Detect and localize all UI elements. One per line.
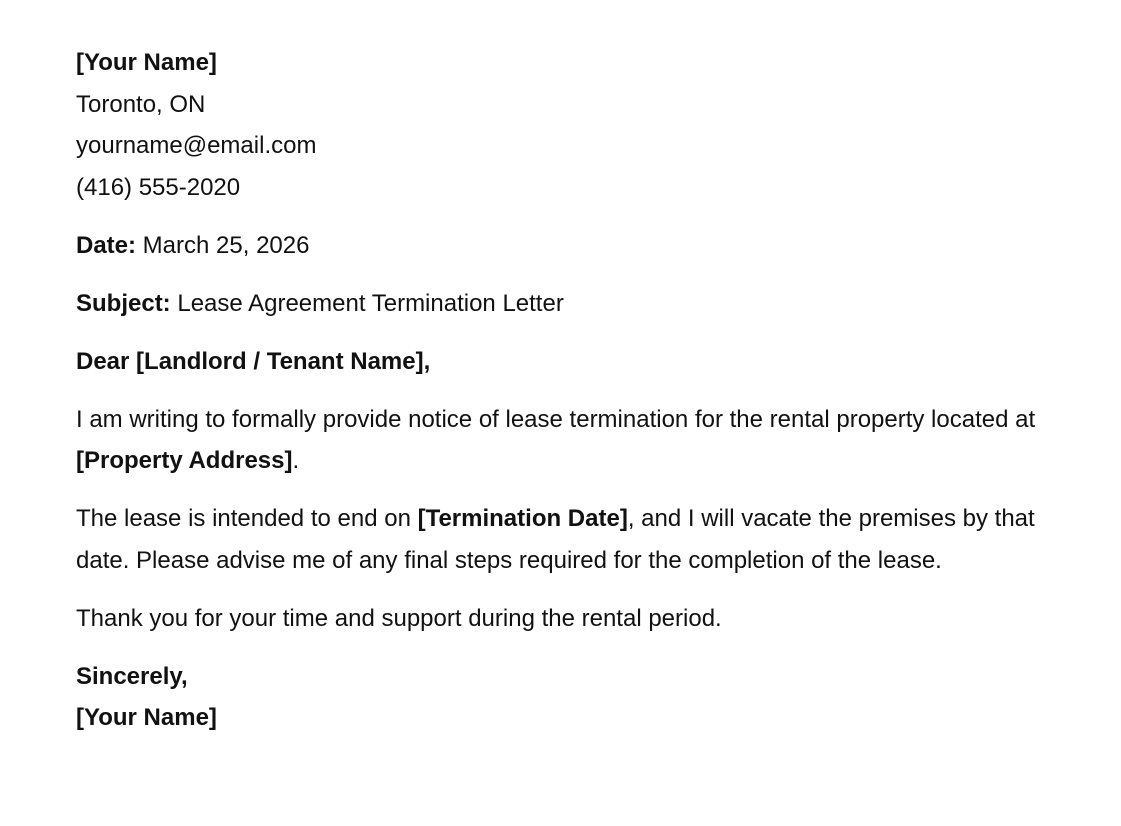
date-label: Date:	[76, 231, 137, 259]
body-paragraph-3: Thank you for your time and support during the rental period.	[76, 604, 722, 632]
termination-date-placeholder: [Termination Date]	[417, 505, 628, 532]
letter	[76, 42, 1066, 739]
sender-phone: (416) 555-2020	[76, 173, 241, 201]
closing-block	[76, 656, 1066, 739]
sender-name: [Your Name]	[76, 49, 217, 76]
body-paragraph-2	[76, 498, 1066, 581]
sender-block	[76, 42, 1066, 208]
p2-start: The lease is intended to end on	[76, 505, 418, 532]
sender-city: Toronto, ON	[76, 90, 206, 118]
property-address-placeholder: [Property Address]	[76, 447, 293, 474]
subject-line	[76, 283, 1066, 325]
date-value: March 25, 2026	[136, 231, 310, 259]
salutation: Dear [Landlord / Tenant Name],	[76, 347, 431, 375]
p1-end: .	[292, 447, 300, 474]
p2-text: , and I will vacate the premises by that date. Please advise me of any final steps required for the completion of the lease.	[76, 505, 1035, 574]
signature-name: [Your Name]	[76, 704, 217, 731]
valediction: Sincerely,	[76, 662, 188, 690]
p1-text: I am writing to formally provide notice of lease termination for the rental property located at	[76, 405, 1036, 433]
date-line	[76, 225, 1066, 267]
sender-email: yourname@email.com	[76, 132, 317, 159]
body-paragraph-1	[76, 399, 1066, 482]
subject-label: Subject:	[76, 289, 171, 317]
subject-value: Lease Agreement Termination Letter	[170, 289, 564, 317]
